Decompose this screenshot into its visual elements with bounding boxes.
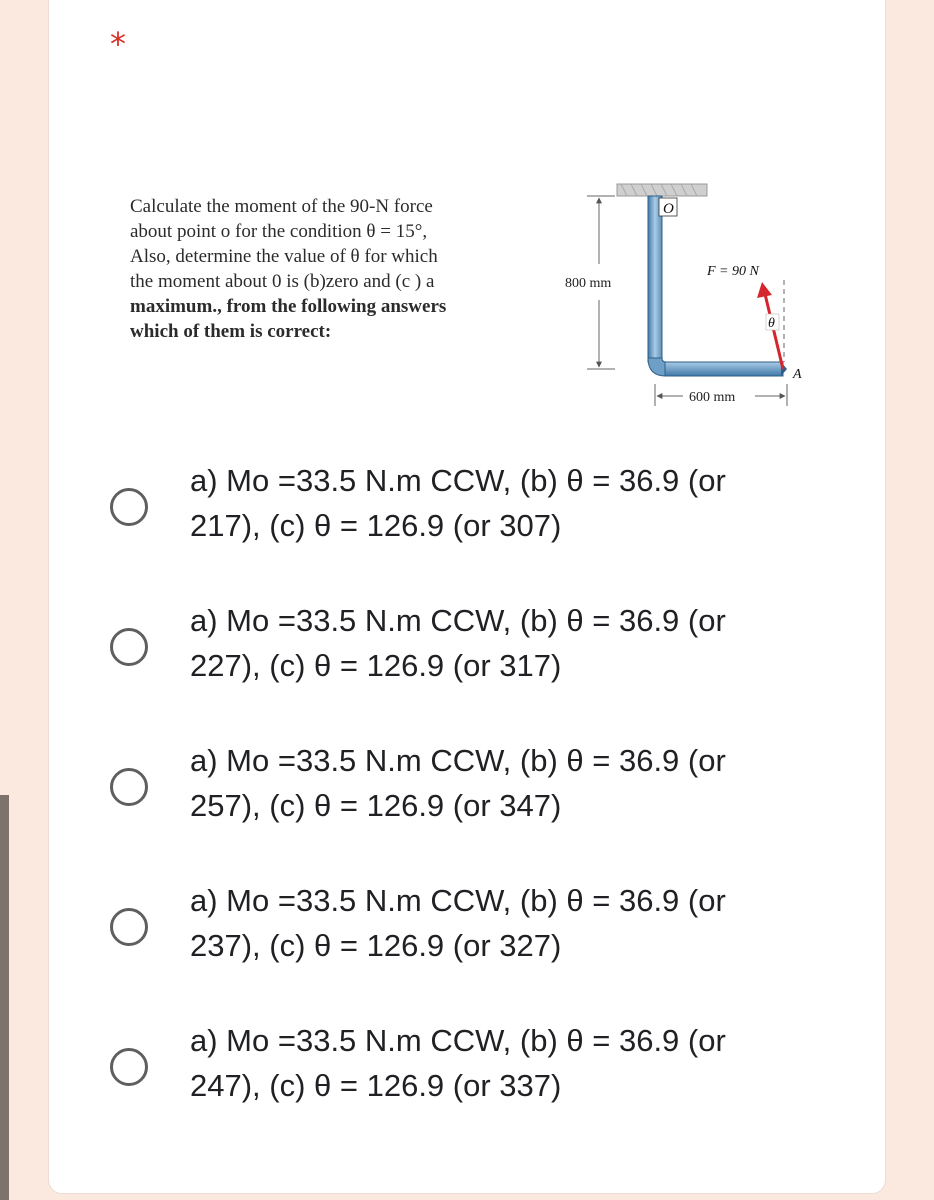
option-label[interactable]: [190, 598, 850, 688]
question-text: [130, 194, 500, 344]
point-a-label: A: [793, 367, 802, 382]
option-line-2: 237), (c) θ = 126.9 (or 327): [190, 928, 562, 963]
option-line-1: a) Mo =33.5 N.m CCW, (b) θ = 36.9 (or: [190, 743, 726, 778]
option-label[interactable]: [190, 878, 850, 968]
scrollbar-indicator: [0, 795, 9, 1200]
point-o-label: O: [663, 201, 674, 217]
radio-button[interactable]: [110, 768, 148, 806]
answer-option[interactable]: [100, 598, 860, 698]
height-dimension-label: 800 mm: [565, 276, 612, 291]
radio-button[interactable]: [110, 488, 148, 526]
radio-button[interactable]: [110, 908, 148, 946]
answer-option[interactable]: [100, 458, 860, 558]
bracket-horizontal: [665, 362, 783, 376]
required-marker: *: [110, 25, 126, 63]
bracket-vertical: [648, 196, 662, 362]
option-line-1: a) Mo =33.5 N.m CCW, (b) θ = 36.9 (or: [190, 1023, 726, 1058]
width-dimension-label: 600 mm: [689, 390, 736, 405]
option-line-1: a) Mo =33.5 N.m CCW, (b) θ = 36.9 (or: [190, 603, 726, 638]
force-arrow-shaft: [765, 294, 783, 369]
option-line-2: 227), (c) θ = 126.9 (or 317): [190, 648, 562, 683]
bracket-corner: [648, 358, 666, 376]
option-line-2: 247), (c) θ = 126.9 (or 337): [190, 1068, 562, 1103]
option-line-1: a) Mo =33.5 N.m CCW, (b) θ = 36.9 (or: [190, 883, 726, 918]
option-label[interactable]: [190, 738, 850, 828]
question-line: Calculate the moment of the 90-N force: [130, 196, 433, 217]
radio-button[interactable]: [110, 628, 148, 666]
question-line: which of them is correct:: [130, 321, 332, 342]
force-arrow-head: [757, 282, 772, 298]
option-label[interactable]: [190, 1018, 850, 1108]
angle-label: θ: [768, 316, 775, 331]
question-line: maximum., from the following answers: [130, 296, 447, 317]
bracket-figure: [555, 170, 825, 420]
question-line: Also, determine the value of θ for which: [130, 246, 438, 267]
question-line: about point o for the condition θ = 15°,: [130, 221, 428, 242]
option-line-2: 217), (c) θ = 126.9 (or 307): [190, 508, 562, 543]
force-label: F = 90 N: [707, 264, 759, 279]
option-line-1: a) Mo =33.5 N.m CCW, (b) θ = 36.9 (or: [190, 463, 726, 498]
option-label[interactable]: [190, 458, 850, 548]
answer-option[interactable]: [100, 738, 860, 838]
answer-option[interactable]: [100, 878, 860, 978]
radio-button[interactable]: [110, 1048, 148, 1086]
option-line-2: 257), (c) θ = 126.9 (or 347): [190, 788, 562, 823]
question-line: the moment about 0 is (b)zero and (c ) a: [130, 271, 435, 292]
answer-option[interactable]: [100, 1018, 860, 1118]
